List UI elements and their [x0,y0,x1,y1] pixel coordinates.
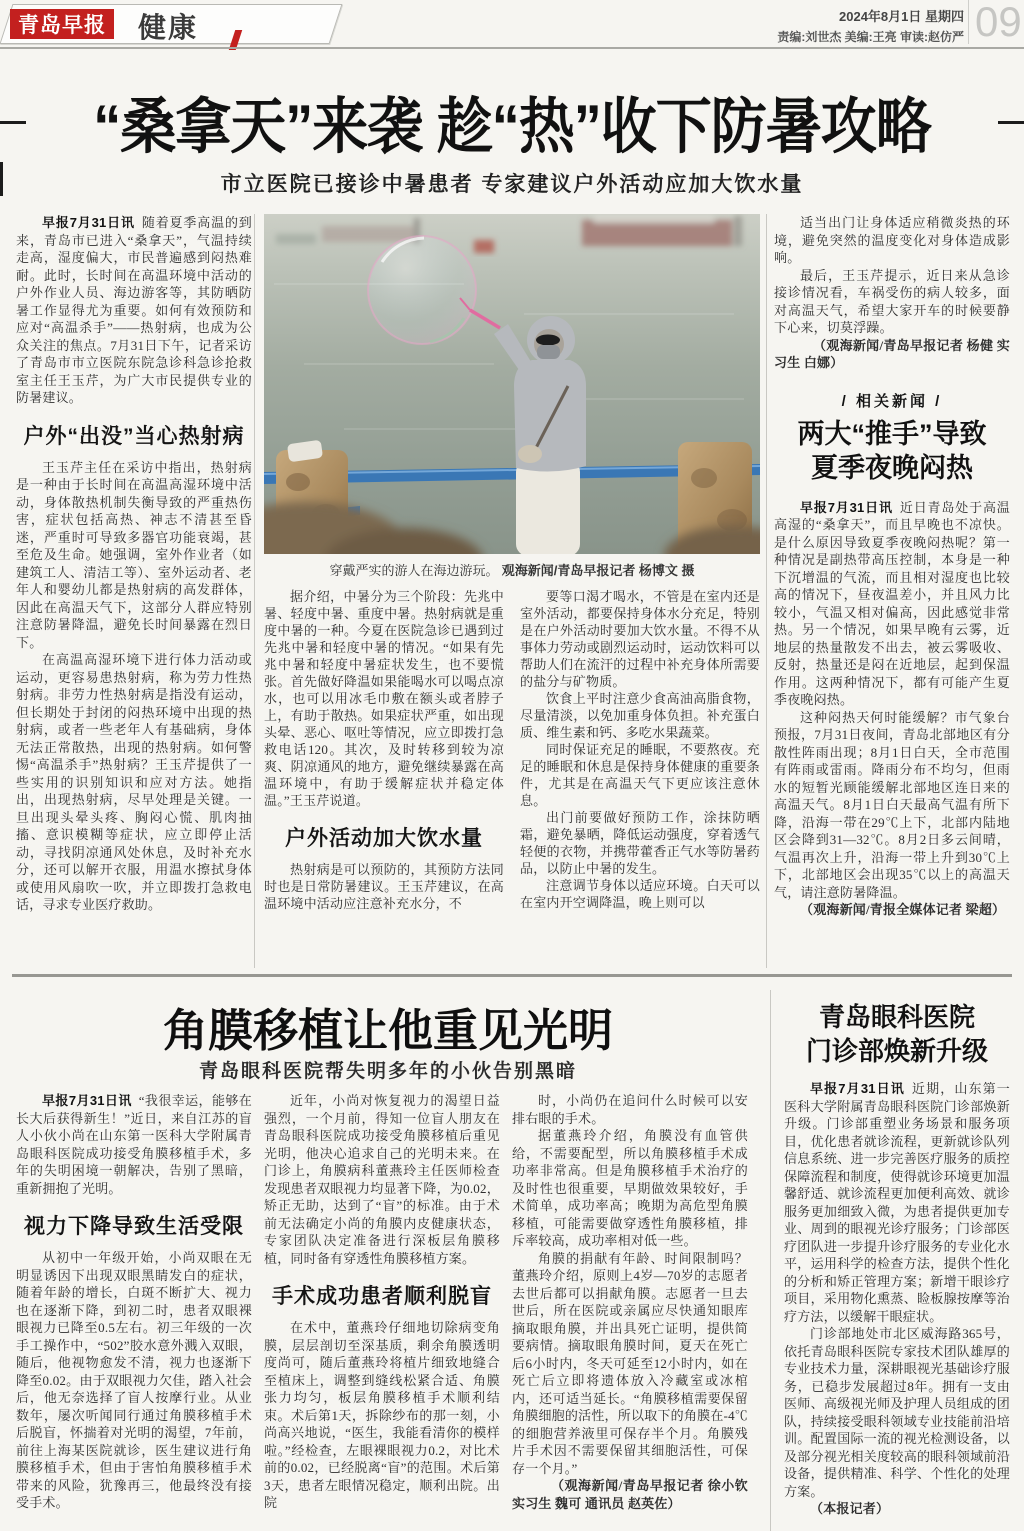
paragraph: 最后，王玉芹提示，近日来从急诊接诊情况看，车祸受伤的病人较多，面对高温天气，希望大家开车的时候要静下心来，切莫浮躁。 [774,267,1010,335]
paragraph [774,499,1010,709]
paragraph-text: 近日青岛处于高温高湿的“桑拿天”，而且早晚也不凉快。是什么原因导致夏季夜晚闷热呢？第一种情况是副热带高压控制，本身是一种下沉增温的气流，而且相对湿度也比较高的情况下，昼夜温差小，并且风力比较小，气温又相对偏高，因此感觉非常热。另一个情况，如果早晚有云雾，近地层的热量散发不出去，被云雾吸收、反射，热量还是闷在近地层，起到保温作用。这两种情况下，都有可能产生夏季夜晚闷热。 [774,499,1010,707]
related-news-body [774,499,1010,919]
related-news-headline [774,417,1010,485]
paragraph: 在高温高湿环境下进行体力活动或运动，更容易患热射病，称为劳力性热射病。非劳力性热射病是指没有运动，但长期处于封闭的闷热环境中出现的热射病，或者一些老年人有基础病，身体无法正常散热，出现的热射病。如何警惕“高温杀手”热射病？王玉芹提供了一些实用的识别知识和应对方法。她指出，出现热射病，尽早处理是关键。一旦出现头晕头疼、胸闷心慌、肌肉抽搐、意识模糊等症状，应立即停止活动，寻找阴凉通风处休息，及时补充水分，还可以解开衣服，用温水擦拭身体或使用风扇吹一吹，并立即拨打急救电话，寻求专业医疗救助。 [16,652,252,912]
issue-date: 2024年8月1日 星期四 [839,9,964,24]
paragraph-text: 随着夏季高温的到来，青岛市已进入“桑拿天”，气温持续走高，湿度偏大，市民普遍感到闷热难耐。此时，长时间在高温环境中活动的户外作业人员、海边游客等，其防晒防暑工作显得尤为重要。如何有效预防和应对“高温杀手”——热射病，也成为公众关注的焦点。7月31日下午，记者采访了青岛市市立医院东院急诊科急诊抢救室主任王玉芹，为广大市民提供专业的防暑建议。 [16,215,252,405]
paragraph [784,1080,1010,1325]
side-headline-line2: 门诊部焕新升级 [805,1036,988,1066]
top-article-column-3 [774,214,1010,968]
paragraph: 要等口渴才喝水，不管是在室内还是室外活动，都要保持身体水分充足，特别是在户外活动时要加大饮水量。不得不从事体力劳动或剧烈运动时，运动饮料可以帮助人们在流汗的过程中补充身体所需要的盐分与矿物质。 [520,589,760,689]
masthead-rule [0,47,1024,49]
paragraph: 出门前要做好预防工作，涂抹防晒霜，避免暴晒，降低运动强度，穿着透气轻便的衣物，并携带藿香正气水等防暑药品，以防止中暑的发生。 [520,810,760,876]
paragraph: 门诊部地处市北区威海路365号，依托青岛眼科医院专家技术团队雄厚的专业技术力量，深耕眼视光基础诊疗服务，已稳步发展超过8年。拥有一支由医师、高级视光师及护理人员组成的团队，持续接受眼科领域专业技能前沿培训。配置国际一流的视光检测设备，以及部分视光相关度较高的眼科领域前沿设备，提供精准、科学、个性化的处理方案。 [784,1326,1010,1499]
side-article-headline [784,1000,1010,1068]
photo-caption [264,560,760,579]
main-headline-row [0,80,1024,164]
dateline: 早报7月31日讯 [800,499,893,515]
bottom-subheadline: 青岛眼科医院帮失明多年的小伙告别黑暗 [198,1061,577,1082]
byline: （观海新闻/青报全媒体记者 梁超） [800,902,1006,917]
related-news-label: / 相关新闻 / [841,392,943,410]
caption-credit: 观海新闻/青岛早报记者 杨博文 摄 [501,563,695,578]
paragraph: 饮食上平时注意少食高油高脂食物，尽量清淡，以免加重身体负担。补充蛋白质、维生素和钙、多吃水果蔬菜。 [520,691,760,740]
related-headline-line2: 夏季夜晚闷热 [811,452,973,483]
paragraph: 角膜的捐献有年龄、时间限制吗？董燕玲介绍，原则上4岁—70岁的志愿者去世后都可以捐献角膜。志愿者一旦去世后，所在医院或亲属应尽快通知眼库摘取眼角膜，并出具死亡证明，提供简要病情。摘取眼角膜时间，夏天在死亡后6小时内，冬天可延至12小时内，如在死亡后立即将遗体放入冷藏室或冰棺内，还可适当延长。“角膜移植需要保留角膜细胞的活性，所以取下的角膜在-4℃的细胞营养液里可保存半个月。角膜残片手术因不需要保留其细胞活性，可保存一个月。” [512,1250,748,1476]
section-divider-rule [12,974,1012,977]
column-separator [770,990,771,1531]
bottom-article-column-2 [264,1092,500,1531]
headline-rule-right [998,121,1024,124]
paragraph: 据介绍，中暑分为三个阶段：先兆中暑、轻度中暑、重度中暑。热射病就是重度中暑的一种。今夏在医院急诊已遇到过先兆中暑和轻度中暑的情况。“如果有先兆中暑和轻度中暑症状发生，也不要慌张。首先做好降温如果能喝水可以喝点凉水，也可以用冰毛巾敷在额头或者脖子上，有助于散热。如果症状严重，如出现头晕、恶心、呕吐等情况，应立即拨打急救电话120。其次，及时转移到较为凉爽、阴凉通风的地方，避免继续暴露在高温环境中，有助于缓解症状并稳定体温。”王玉芹说道。 [264,589,504,808]
related-headline-line1: 两大“推手”导致 [797,418,987,449]
paragraph: 热射病是可以预防的，其预防方法同时也是日常防暑建议。王玉芹建议，在高温环境中活动应注意补充水分，不 [264,862,504,911]
main-subheadline: 市立医院已接诊中暑患者 专家建议户外活动应加大饮水量 [220,173,804,196]
paragraph: 据董燕玲介绍，角膜没有血管供给，不需要配型，所以角膜移植手术成功率非常高。但是角膜移植手术治疗的及时性也很重要，早期做效果较好，手术简单，成功率高；晚期为高危型角膜移植，可能需要做穿透性角膜移植，排斥率较高，成功率相对低一些。 [512,1128,748,1248]
paragraph: 适当出门让身体适应稍微炎热的环境，避免突然的温度变化对身体造成影响。 [774,215,1010,265]
caption-text: 穿戴严实的游人在海边游玩。 [329,563,499,578]
paragraph: 注意调节身体以适应环境。白天可以在室内开空调降温，晚上则可以 [520,878,760,910]
newspaper-logo [10,9,114,39]
column-separator [766,214,767,968]
dateline: 早报7月31日讯 [810,1081,905,1096]
paragraph [16,1092,252,1197]
paragraph: 这种闷热天何时能缓解？市气象台预报，7月31日夜间，青岛北部地区有分散性阵雨出现；8月1日白天，全市范围有阵雨或雷雨。降雨分布不均匀，但雨水的短暂光顾能缓解北部地区连日来的高温天气。8月1日白天最高气温有所下降，沿海一带在29℃上下，北部内陆地区会降到31—32℃。8月2日多云间晴，气温再次上升，沿海一带上升到30℃上下，北部地区会出现35℃以上的高温天气，请注意防暑降温。 [774,709,1010,900]
column-separator [254,214,255,968]
middle-subcolumn-b [520,588,760,968]
seaside-photo [264,214,760,554]
paragraph: 近年，小尚对恢复视力的渴望日益强烈，一个月前，得知一位盲人朋友在青岛眼科医院成功接受角膜移植后重见光明，他决心追求自己的光明未来。在门诊上，角膜病科董燕玲主任医师检查发现患者双眼视力均显著下降，为0.02，矫正无助，达到了“盲”的标准。由于术前无法确定小尚的角膜内皮健康状态，专家团队决定准备进行深板层角膜移植，同时备有穿透性角膜移植方案。 [264,1093,500,1266]
paragraph-text: “我很幸运，能够在长大后获得新生！”近日，来自江苏的盲人小伙小尚在山东第一医科大学附属青岛眼科医院成功接受角膜移植手术，多年的失明困境一朝解决，告别了黑暗，重新拥抱了光明。 [16,1093,252,1196]
newspaper-logo-text: 青岛早报 [18,14,106,37]
bottom-article-column-1 [16,1092,252,1531]
seaside-photo-graphic [264,214,760,554]
section-label: 健康 [138,12,199,43]
paragraph [16,214,252,407]
column-subhead: 视力下降导致生活受限 [24,1215,244,1238]
top-article-column-1 [16,214,252,968]
masthead [0,0,1024,47]
headline-rule-left [0,121,26,124]
page-number: 09 [968,0,1016,44]
bottom-article-column-3 [512,1092,748,1531]
dateline: 早报7月31日讯 [42,215,135,230]
column-subhead: 手术成功患者顺利脱盲 [272,1285,492,1308]
byline: （观海新闻/青岛早报记者 徐小钦 实习生 魏可 通讯员 赵英佐） [512,1478,748,1511]
soap-bubble [368,236,476,344]
paragraph: 在术中，董燕玲仔细地切除病变角膜，层层剖切至深基质，剩余角膜透明度尚可，随后董燕玲将植片细致地缝合至植床上，调整到缝线松紧合适、角膜张力均匀，板层角膜移植手术顺利结束。术后第1天，拆除纱布的那一刻，小尚高兴地说，“医生，我能看清你的模样啦。”经检查，左眼裸眼视力0.2，对比术前的0.02，已经脱离“盲”的范围。术后第3天，患者左眼情况稳定，顺利出院。出院 [264,1320,500,1510]
bottom-headline: 角膜移植让他重见光明 [162,1005,613,1056]
editors-line: 责编:刘世杰 美编:王亮 审读:赵仿严 [777,30,964,44]
masthead-meta [777,6,964,45]
byline: （观海新闻/青岛早报记者 杨健 实习生 白娜） [774,337,1010,370]
top-article-middle [264,214,760,968]
dateline: 早报7月31日讯 [42,1093,132,1108]
byline: （本报记者） [810,1501,890,1516]
main-headline: “桑拿天”来袭 趁“热”收下防暑攻略 [93,91,931,160]
middle-subcolumn-a [264,588,504,968]
paragraph: 同时保证充足的睡眠，不要熬夜。充足的睡眠和休息是保持身体健康的重要条件，尤其是在高温天气下更应该注意休息。 [520,742,760,808]
paragraph: 王玉芹主任在采访中指出，热射病是一种由于长时间在高温高湿环境中活动，身体散热机制失衡导致的严重热伤害，症状包括高热、神志不清甚至昏迷，严重时可导致多器官功能衰竭，甚至危及生命。她强调，室外作业者（如建筑工人、清洁工等）、室外运动者、老年人和婴幼儿都是热射病的高发群体，因此在高温天气下，这部分人群应特别注意防暑降温，避免长时间暴露在烈日下。 [16,459,252,650]
column-subhead: 户外活动加大饮水量 [285,827,483,850]
paragraph: 时，小尚仍在追问什么时候可以安排右眼的手术。 [512,1093,748,1126]
paragraph-text: 近期，山东第一医科大学附属青岛眼科医院门诊部焕新升级。门诊部重塑业务场景和服务项目，优化患者就诊流程，更新就诊队列信息系统、进一步完善医疗服务的质控保障流程和制度，使得就诊环境更加温馨舒适、就诊流程更加便利高效、就诊服务更加细致入微，为患者提供更加专业、周到的眼视光诊疗服务；门诊部医疗团队进一步提升诊疗服务的专业化水平，运用科学的检查方法，提供个性化的分析和矫正管理方案；新增干眼诊疗项目，采用物化熏蒸、睑板腺按摩等治疗方法，以缓解干眼症状。 [784,1081,1010,1324]
column-subhead: 户外“出没”当心热射病 [23,424,245,448]
side-article-body [784,1080,1010,1531]
paragraph: 从初中一年级开始，小尚双眼在无明显诱因下出现双眼黑睛发白的症状，随着年龄的增长，白斑不断扩大、视力也在逐渐下降，到初二时，患者双眼裸眼视力已降至0.5左右。初三年级的一次手工操作中，“502”胶水意外溅入双眼，随后，他视物愈发不清，视力也逐渐下降至0.02。由于双眼视力欠佳，踏入社会后，他无奈选择了盲人按摩行业。从业数年，屡次听闻同行通过角膜移植手术后脱盲，怀揣着对光明的渴望，7年前，前往上海某医院就诊，医生建议进行角膜移植手术，但由于害怕角膜移植手术带来的风险，犹豫再三，他最终没有接受手术。 [16,1250,252,1510]
side-headline-line1: 青岛眼科医院 [818,1002,975,1032]
